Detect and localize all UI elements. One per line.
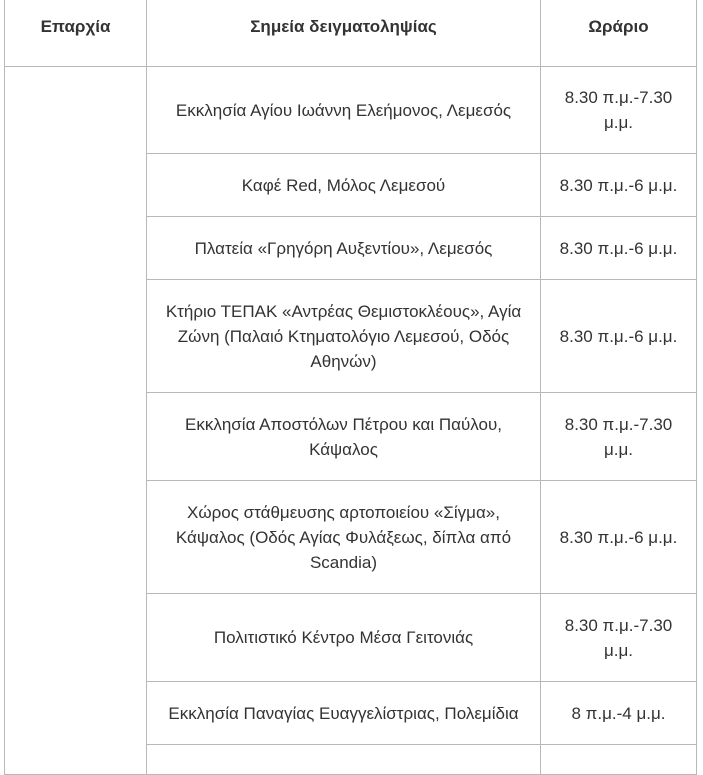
sampling-point-cell: Καφέ Red, Μόλος Λεμεσού [147, 154, 541, 217]
hours-cell: 8.30 π.μ.-7.30 μ.μ. [541, 67, 697, 154]
hours-cell: 8 π.μ.-4 μ.μ. [541, 682, 697, 745]
hours-cell: 8.30 π.μ.-6 μ.μ. [541, 154, 697, 217]
sampling-points-table [4, 0, 697, 775]
header-sampling-points: Σημεία δειγματοληψίας [147, 0, 541, 67]
sampling-point-cell: Χώρος στάθμευσης αρτοποιείου «Σίγμα», Κάψαλος (Οδός Αγίας Φυλάξεως, δίπλα από Scandia) [147, 481, 541, 594]
sampling-point-cell: Εκκλησία Αποστόλων Πέτρου και Παύλου, Κάψαλος [147, 393, 541, 481]
hours-cell: 8.30 π.μ.-7.30 μ.μ. [541, 393, 697, 481]
hours-cell-partial [541, 745, 697, 775]
sampling-point-cell: Εκκλησία Παναγίας Ευαγγελίστριας, Πολεμίδια [147, 682, 541, 745]
sampling-point-cell-partial [147, 745, 541, 775]
hours-cell: 8.30 π.μ.-6 μ.μ. [541, 280, 697, 393]
table-header-row [5, 0, 697, 67]
header-hours: Ωράριο [541, 0, 697, 67]
sampling-point-cell: Εκκλησία Αγίου Ιωάννη Ελεήμονος, Λεμεσός [147, 67, 541, 154]
sampling-point-cell: Πολιτιστικό Κέντρο Μέσα Γειτονιάς [147, 594, 541, 682]
hours-cell: 8.30 π.μ.-6 μ.μ. [541, 481, 697, 594]
sampling-point-cell: Κτήριο ΤΕΠΑΚ «Αντρέας Θεμιστοκλέους», Αγία Ζώνη (Παλαιό Κτηματολόγιο Λεμεσού, Οδός Αθηνών) [147, 280, 541, 393]
sampling-point-cell: Πλατεία «Γρηγόρη Αυξεντίου», Λεμεσός [147, 217, 541, 280]
province-cell [5, 67, 147, 775]
header-province: Επαρχία [5, 0, 147, 67]
hours-cell: 8.30 π.μ.-6 μ.μ. [541, 217, 697, 280]
hours-cell: 8.30 π.μ.-7.30 μ.μ. [541, 594, 697, 682]
table-row [5, 67, 697, 154]
